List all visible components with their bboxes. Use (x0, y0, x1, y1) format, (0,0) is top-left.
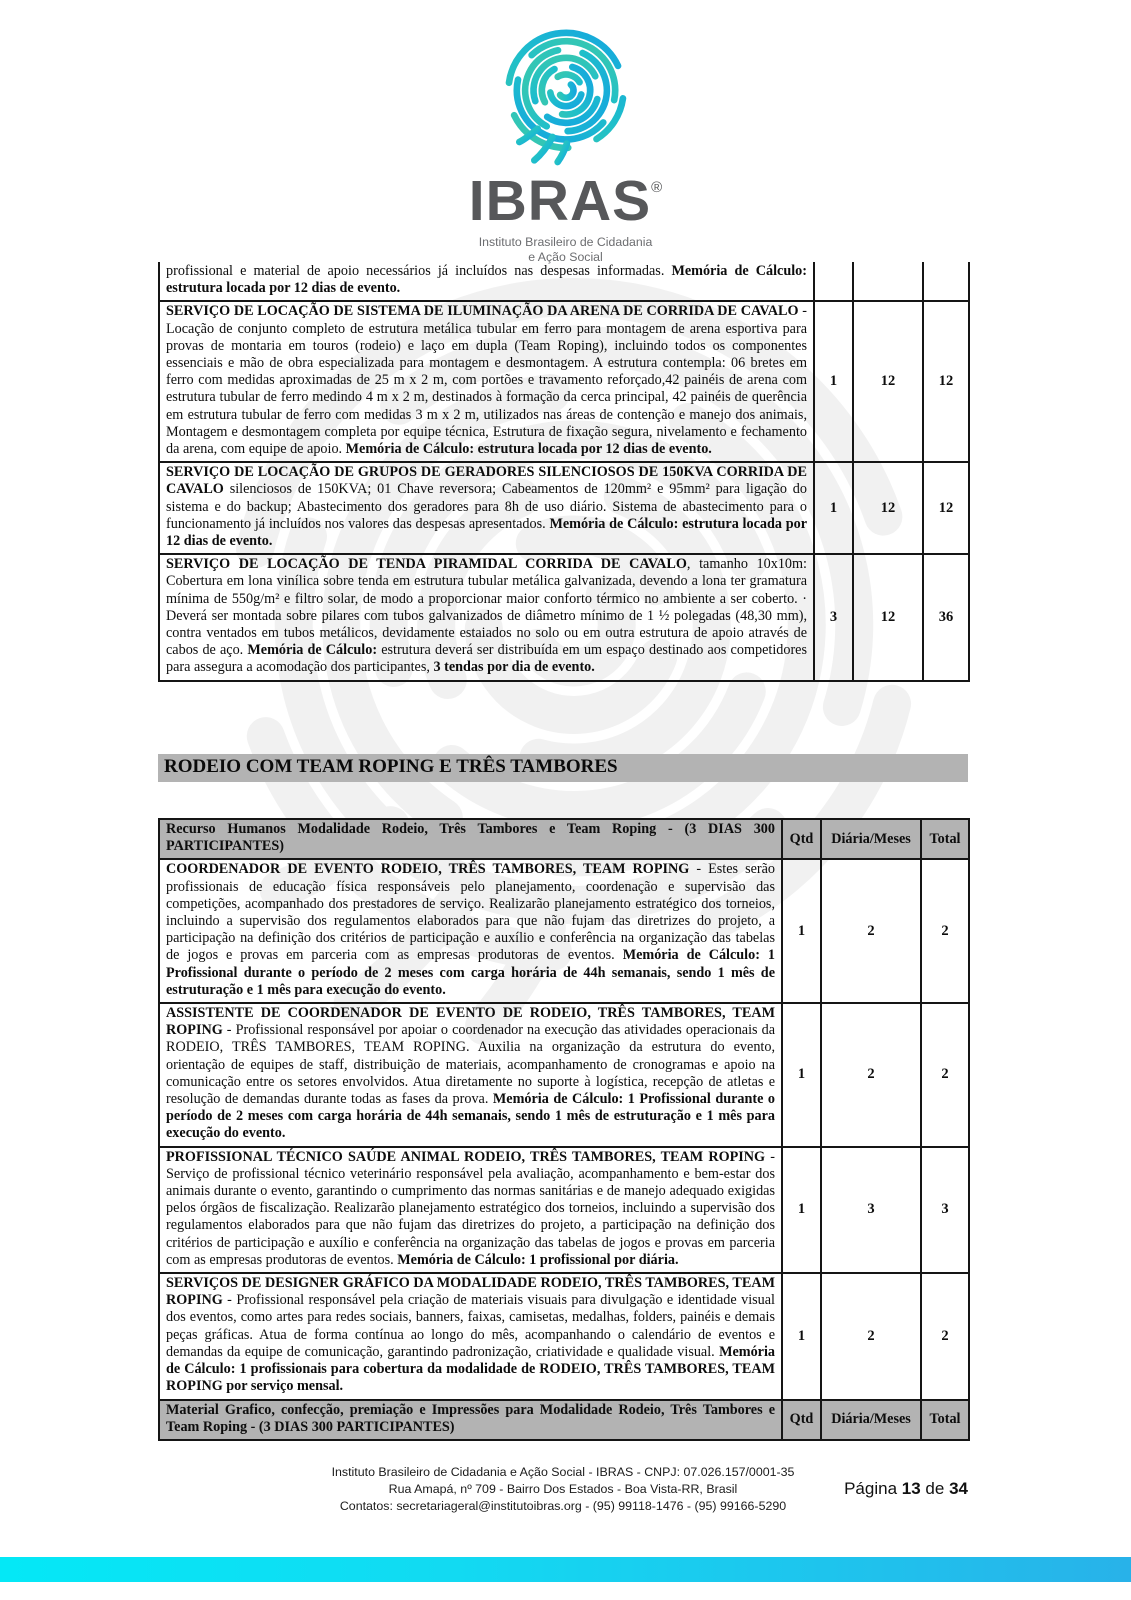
text: - Profissional responsável pela criação de materiais visuais para divulgação e identidade visual dos eventos, como artes para redes sociais, banners, faixas, camisetas, medalhas, folders, painéis e demais peças gráficas. Atua de forma contínua ao longo do mês, acompanhando o calendário de eventos e demandas da equipe de comunicação, garantindo padronização, criatividade e qualidade visual. (166, 1292, 775, 1360)
table-row (159, 859, 969, 1003)
diaria-meses-cell: Diária/Meses (821, 1400, 921, 1440)
total-cell: 2 (921, 859, 969, 1003)
brand-subtitle-line1: Instituto Brasileiro de Cidadania (478, 235, 653, 249)
text: - Serviço de profissional técnico veterinário responsável pela avaliação, acompanhamento e bem-estar dos animais durante o evento, garantindo o cumprimento das normas sanitárias e de manejo adequado exigidas pelos órgãos de fiscalização. Realizarão planejamento estratégico dos torneios, incluindo a supervisão dos regulamentos elaborados para que não fujam das diretrizes do projeto, a participação na definição dos critérios de participação e auxílio e conferência na organização das tabelas de jogos e provas em parceria com as empresas produtoras de eventos. (166, 1148, 775, 1268)
diaria-meses-cell: 2 (821, 859, 921, 1003)
total-cell: 2 (921, 1273, 969, 1399)
footer-line-contacts: Contatos: secretariageral@institutoibras.org - (95) 99118-1476 - (95) 99166-5290 (339, 1498, 787, 1513)
bold-text: Memória de Cálculo: 1 profissionais para cobertura da modalidade de RODEIO, TRÊS TAMBORES, TEAM ROPING por serviço mensal. (166, 1343, 775, 1395)
text: , tamanho 10x10m: Cobertura em lona vinílica sobre tenda em estrutura tubular metálica galvanizada, devendo a lona ter gramatura mínima de 550g/m² e filtro solar, de modo a proporcionar maior conforto térmico no ambiente a ser coberto. · Deverá ser montada sobre pilares com tubos galvanizados de diâmetro mínimo de 1 ½ polegadas (48,30 mm), contra ventados em tubos metálicos, devidamente estaiados no solo ou em outra estrutura de apoio através de cabos de aço. (166, 556, 807, 659)
service-description (159, 262, 814, 301)
page-number-current: 13 (901, 1479, 921, 1498)
bold-text: Memória de Cálculo: estrutura locada por 12 dias de evento. (166, 515, 808, 550)
page-number-label: Página (844, 1479, 898, 1498)
brand-wordmark (0, 169, 1131, 233)
bold-text: Memória de Cálculo: (247, 642, 378, 659)
text: silenciosos de 150KVA; 01 Chave reversora; Cabeamentos de 120mm² e 95mm² para ligação do sistema e do backup; Abastecimento dos geradores para 8h de uso diário. Sistema de abastecimento para o funcionamento já incluídos nos valores das despesas apresentados. (166, 481, 807, 532)
qtd-cell: 1 (782, 1273, 821, 1399)
diaria-meses-cell: 2 (821, 1273, 921, 1399)
table-row (159, 1147, 969, 1273)
text: - Profissional responsável por apoiar o coordenador na execução das atividades operacionais da RODEIO, TRÊS TAMBORES, TEAM ROPING. Auxilia na organização da estrutura do evento, orientação de equipes de staff, distribuição de materiais, acompanhamento de cronogramas e apoio na comunicação entre os setores envolvidos. Atua diretamente no suporte à logística, recepção de atletas e resolução de demandas durante todas as fases da prova. (166, 1022, 775, 1108)
qtd-cell: 1 (782, 859, 821, 1003)
qtd-cell (814, 262, 853, 301)
fingerprint-brazil-logo-icon (478, 22, 654, 172)
text: profissional e material de apoio necessários já incluídos nas despesas informadas. (166, 263, 672, 279)
total-cell: Total (921, 1400, 969, 1440)
qtd-cell: Qtd (782, 1400, 821, 1440)
bold-text: ASSISTENTE DE COORDENADOR DE EVENTO DE RODEIO, TRÊS TAMBORES, TEAM ROPING (166, 1005, 775, 1039)
total-cell (923, 262, 969, 301)
bold-text: SERVIÇOS DE DESIGNER GRÁFICO DA MODALIDADE RODEIO, TRÊS TAMBORES, TEAM ROPING (166, 1275, 775, 1309)
bold-text: Memória de Cálculo: 1 Profissional durante o período de 2 meses com carga horária de 44h semanais, sendo 1 mês de estruturação e 1 mês para execução do evento. (166, 1091, 776, 1142)
page-number-separator: de (925, 1479, 945, 1498)
bold-text: 3 tendas por dia de evento. (433, 659, 595, 676)
brand-text: IBRAS (468, 169, 652, 233)
bold-text: SERVIÇO DE LOCAÇÃO DE SISTEMA DE ILUMINAÇÃO DA ARENA DE CORRIDA DE CAVALO (166, 303, 799, 320)
table-row (159, 462, 969, 554)
total-cell: 12 (923, 462, 969, 554)
diaria-meses-cell: 3 (821, 1147, 921, 1273)
diaria-meses-cell: 2 (821, 1003, 921, 1147)
diaria-meses-cell: Diária/Meses (821, 819, 921, 859)
table-header-label (159, 1400, 782, 1440)
section-title: RODEIO COM TEAM ROPING E TRÊS TAMBORES (158, 754, 968, 782)
bold-text: Memória de Cálculo: 1 profissional por diária. (397, 1251, 679, 1268)
diaria-meses-cell: 12 (853, 301, 923, 462)
table-header-row (159, 819, 969, 859)
table-row (159, 1003, 969, 1147)
total-cell: 12 (923, 301, 969, 462)
total-cell: 2 (921, 1003, 969, 1147)
header-logo (0, 22, 1131, 265)
bold-text: Memória de Cálculo: estrutura locada por 12 dias de evento. (166, 263, 807, 297)
diaria-meses-cell: 12 (853, 462, 923, 554)
bold-text: COORDENADOR DE EVENTO RODEIO, TRÊS TAMBORES, TEAM ROPING (166, 861, 690, 878)
bold-text: SERVIÇO DE LOCAÇÃO DE GRUPOS DE GERADORES SILENCIOSOS DE 150KVA CORRIDA DE CAVALO (166, 464, 807, 498)
services-table-rodeio-team-roping (158, 818, 970, 1441)
qtd-cell: 3 (814, 554, 853, 680)
service-description (159, 462, 814, 554)
table-row (159, 301, 969, 462)
diaria-meses-cell (853, 262, 923, 301)
total-cell: 36 (923, 554, 969, 680)
bottom-accent-bar (0, 1557, 1131, 1582)
qtd-cell: 1 (782, 1147, 821, 1273)
bold-text: Memória de Cálculo: 1 Profissional durante o período de 2 meses com carga horária de 44h semanais, sendo 1 mês de estruturação e 1 mês para execução do evento. (166, 947, 775, 998)
service-description (159, 1273, 782, 1399)
bold-text: PROFISSIONAL TÉCNICO SAÚDE ANIMAL RODEIO, TRÊS TAMBORES, TEAM ROPING (166, 1148, 766, 1165)
text: - Estes serão profissionais de educação física responsáveis pelo planejamento, coordenação e supervisão das competições, acompanhado dos prestadores de serviço. Realizarão planejamento estratégico dos torneios, incluindo a supervisão dos regulamentos elaborados para que não fujam das diretrizes do projeto, a participação na definição dos critérios de participação e auxílio e conferência na organização das tabelas de jogos e provas em parceria com as empresas produtoras de eventos. (166, 861, 776, 964)
diaria-meses-cell: 12 (853, 554, 923, 680)
text: - Locação de conjunto completo de estrutura metálica tubular em ferro para montagem de arena esportiva para provas de montaria em touros (rodeio) e laço em dupla (Team Roping), incluindo todos os componentes essenciais e mão de obra especializada para montagem e desmontagem. A estrutura contempla: 06 bretes em ferro com medidas aproximadas de 25 m x 2 m, com portões e travamento reforçado,42 painéis de arena com estrutura tubular de ferro medindo 4 m x 2 m, destinados à formação da cerca principal, 42 painéis de querência em estrutura tubular de ferro com medidas 3 m x 2 m, utilizados nas áreas de contenção e manejo dos animais, Montagem e desmontagem completa por equipe técnica, Estrutura de fixação segura, nivelamento e fechamento da arena, com equipe de apoio. (166, 303, 807, 458)
footer-line-address: Rua Amapá, nº 709 - Bairro Dos Estados - Boa Vista-RR, Brasil (388, 1481, 738, 1496)
bold-text: Material Grafico, confecção, premiação e Impressões para Modalidade Rodeio, Três Tambores e Team Roping - (3 DIAS 300 PARTICIPANTES) (166, 1401, 775, 1435)
registered-mark: ® (651, 179, 663, 196)
services-table-corrida-de-cavalo (158, 262, 970, 682)
qtd-cell: Qtd (782, 819, 821, 859)
text: estrutura deverá ser distribuída em um espaço destinado aos competidores para assegura a acomodação dos participantes, (166, 642, 807, 676)
qtd-cell: 1 (814, 462, 853, 554)
service-description (159, 1003, 782, 1147)
service-description (159, 554, 814, 680)
table-row (159, 1273, 969, 1399)
service-description (159, 859, 782, 1003)
footer-line-cnpj: Instituto Brasileiro de Cidadania e Ação Social - IBRAS - CNPJ: 07.026.157/0001-35 (331, 1465, 795, 1479)
qtd-cell: 1 (782, 1003, 821, 1147)
bold-text: Recurso Humanos Modalidade Rodeio, Três Tambores e Team Roping - (3 DIAS 300 PARTICIPANTES) (166, 821, 775, 855)
table-row (159, 554, 969, 680)
brand-subtitle (0, 235, 1131, 265)
page-number-total: 34 (949, 1479, 968, 1498)
bold-text: SERVIÇO DE LOCAÇÃO DE TENDA PIRAMIDAL CORRIDA DE CAVALO (166, 556, 687, 573)
brand-subtitle-line2: e Ação Social (528, 250, 603, 264)
service-description (159, 301, 814, 462)
service-description (159, 1147, 782, 1273)
table-row (159, 262, 969, 301)
qtd-cell: 1 (814, 301, 853, 462)
total-cell: Total (921, 819, 969, 859)
page-number (158, 1479, 968, 1499)
total-cell: 3 (921, 1147, 969, 1273)
bold-text: Memória de Cálculo: estrutura locada por 12 dias de evento. (345, 441, 712, 458)
table-header-row (159, 1400, 969, 1440)
table-header-label (159, 819, 782, 859)
